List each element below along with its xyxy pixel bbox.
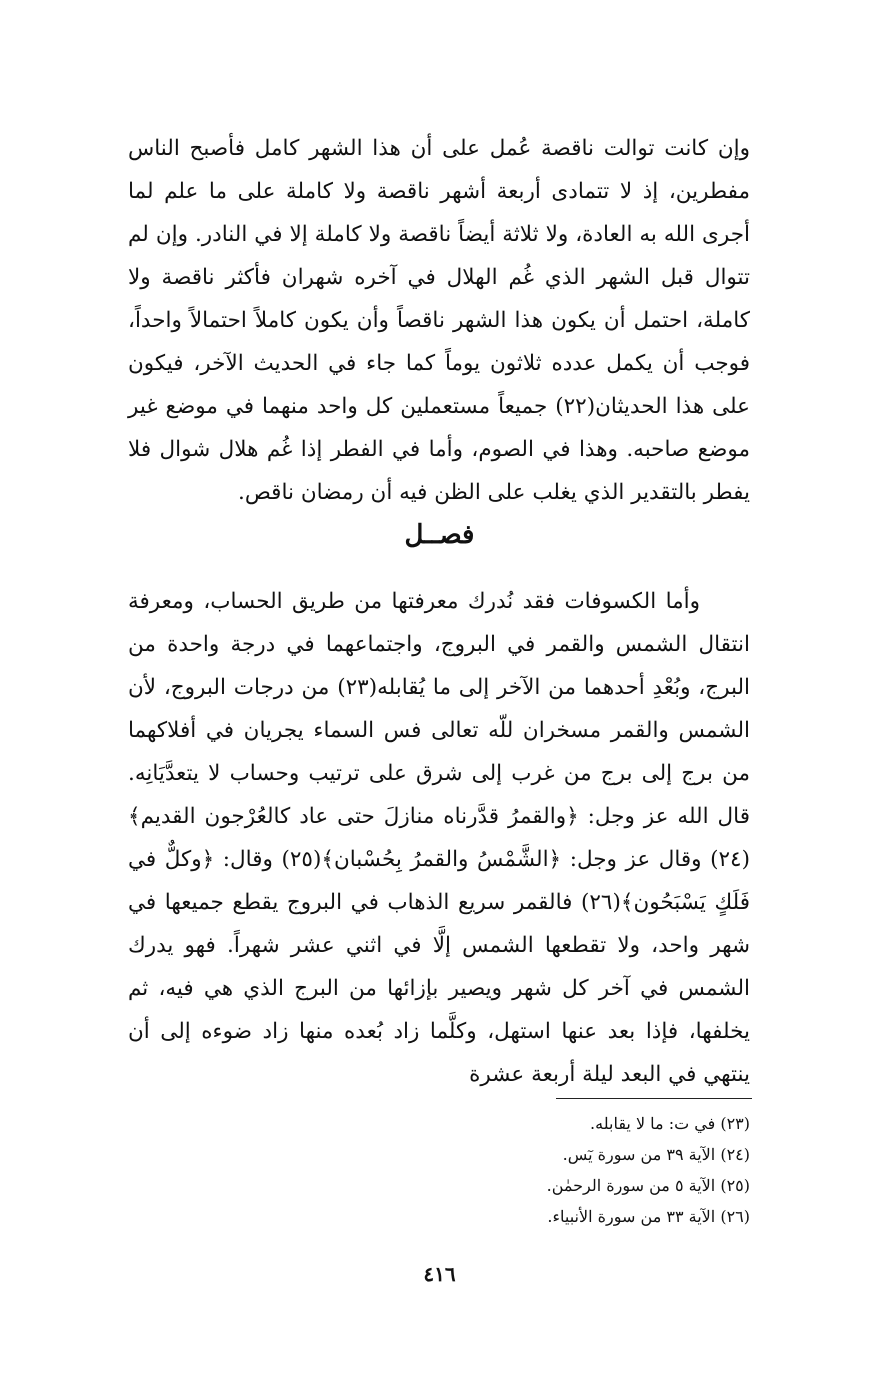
footnote-divider bbox=[556, 1098, 752, 1099]
footnote-24: (٢٤) الآية ٣٩ من سورة يٓس. bbox=[562, 1145, 750, 1164]
footnote-26: (٢٦) الآية ٣٣ من سورة الأنبياء. bbox=[547, 1207, 750, 1226]
body-paragraph-1: وإن كانت توالت ناقصة عُمل على أن هذا الشهر كامل فأصبح الناس مفطرين، إذ لا تتمادى أربعة أشهر ناقصة ولا كاملة على ما علم لما أجرى الله به العادة، ولا ثلاثة أيضاً ناقصة ولا كاملة إلا في النادر. وإن لم تتوال قبل الشهر الذي غُم الهلال في آخره شهران فأكثر ناقصة ولا كاملة، احتمل أن يكون هذا الشهر ناقصاً وأن يكون كاملاً احتمالاً واحداً، فوجب أن يكمل عدده ثلاثون يوماً كما جاء في الحديث الآخر، فيكون على هذا الحديثان(٢٢) جميعاً مستعملين كل واحد منهما في موضع غير موضع صاحبه. وهذا في الصوم، وأما في الفطر إذا غُم هلال شوال فلا يفطر بالتقدير الذي يغلب على الظن فيه أن رمضان ناقص. bbox=[128, 136, 750, 505]
page-number: ٤١٦ bbox=[423, 1262, 456, 1286]
footnote-23: (٢٣) في ت: ما لا يقابله. bbox=[590, 1114, 750, 1133]
footnote-25: (٢٥) الآية ٥ من سورة الرحمٰن. bbox=[546, 1176, 750, 1195]
body-paragraph-2: وأما الكسوفات فقد نُدرك معرفتها من طريق الحساب، ومعرفة انتقال الشمس والقمر في البروج، واجتماعهما في درجة واحدة من البرج، وبُعْدِ أحدهما من الآخر إلى ما يُقابله(٢٣) من درجات البروج، لأن الشمس والقمر مسخران للّه تعالى فس السماء يجريان في أفلاكهما من برج إلى برج من غرب إلى شرق على ترتيب وحساب لا يتعدَّيَانِه. قال الله عز وجل: ﴿والقمرُ قدَّرناه منازلَ حتى عاد كالعُرْجون القديم﴾(٢٤) وقال عز وجل: ﴿الشَّمْسُ والقمرُ بِحُسْبان﴾(٢٥) وقال: ﴿وكلٌّ في فَلَكٍ يَسْبَحُون﴾(٢٦) فالقمر سريع الذهاب في البروج يقطع جميعها في شهر واحد، ولا تقطعها الشمس إلَّا في اثني عشر شهراً. فهو يدرك الشمس في آخر كل شهر ويصير بإزائها من البرج الذي هي فيه، ثم يخلفها، فإذا بعد عنها استهل، وكلَّما زاد بُعده منها زاد ضوءه إلى أن ينتهي في البعد ليلة أربعة عشرة bbox=[128, 589, 750, 1087]
section-heading: فصــل bbox=[404, 520, 475, 550]
footnotes bbox=[350, 1108, 750, 1232]
